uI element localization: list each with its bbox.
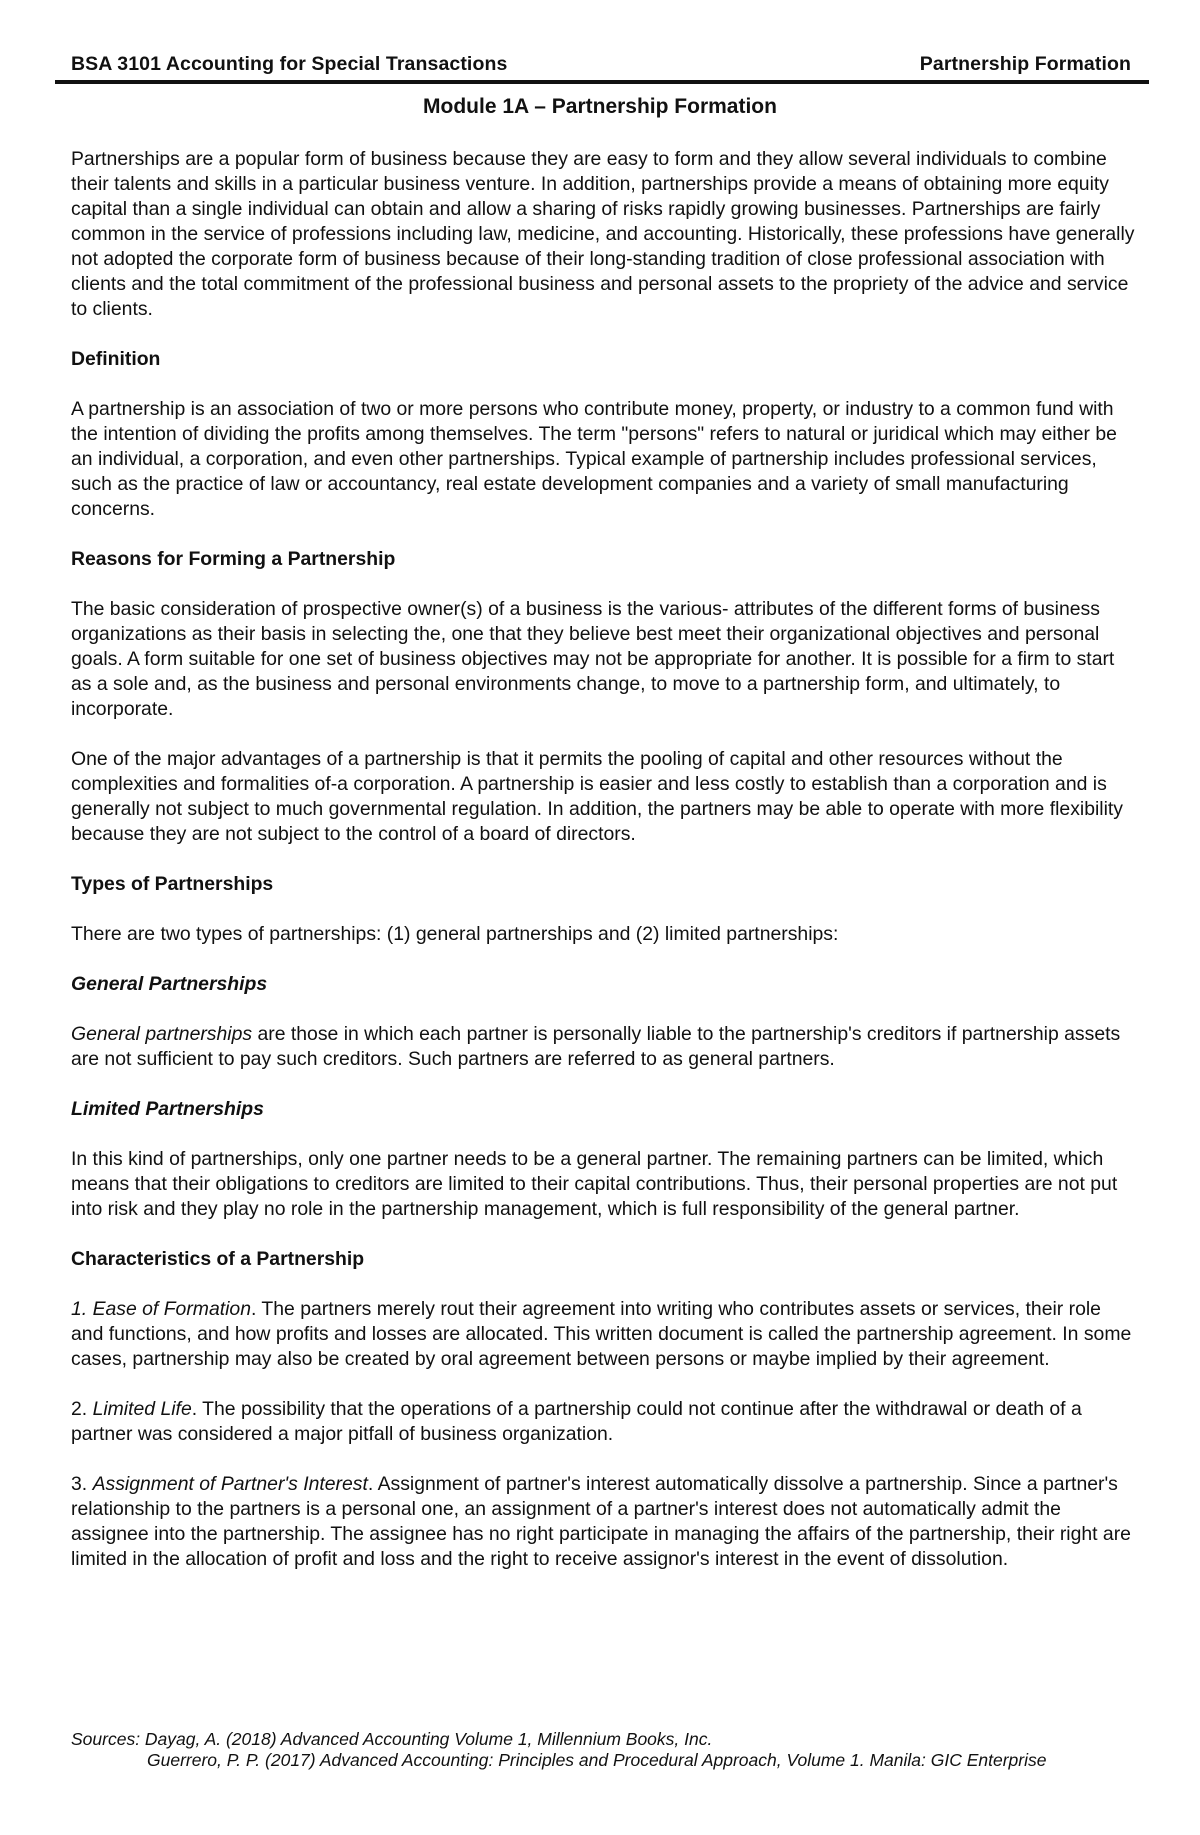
reasons-paragraph-2: One of the major advantages of a partnership is that it permits the pooling of capital and other resources without the complexities and formalities of-a corporation. A partnership is easier and less costly to establish than a corporation and is generally not subject to much governmental regulation. In addition, the partners may be able to operate with more flexibility because they are not subject to the control of a board of directors.	[71, 748, 1123, 845]
header-divider	[55, 80, 1149, 84]
characteristic-term: Assignment of Partner's Interest	[92, 1473, 368, 1495]
page-header	[71, 52, 1131, 78]
characteristic-number: 2.	[71, 1398, 93, 1420]
intro-paragraph: Partnerships are a popular form of business because they are easy to form and they allow several individuals to combine their talents and skills in a particular business venture. In addition, partnerships provide a means of obtaining more equity capital than a single individual can obtain and allow a sharing of risks rapidly growing businesses. Partnerships are fairly common in the service of professions including law, medicine, and accounting. Historically, these professions have generally not adopted the corporate form of business because of their long-standing tradition of close professional association with clients and the total commitment of the professional business and personal assets to the propriety of the advice and service to clients.	[71, 148, 1135, 320]
characteristic-number: 1.	[71, 1298, 93, 1320]
reasons-paragraph-1: The basic consideration of prospective owner(s) of a business is the various- attributes of the different forms of business organizations as their basis in selecting the, one that they believe best meet their organizational objectives and personal goals. A form suitable for one set of business objectives may not be appropriate for another. It is possible for a firm to start as a sole and, as the business and personal environments change, to move to a partnership form, and ultimately, to incorporate.	[71, 598, 1115, 720]
characteristic-text: . The partners merely rout their agreement into writing who contributes assets or services, their role and functions, and how profits and losses are allocated. This written document is called the partnership agreement. In some cases, partnership may also be created by oral agreement between persons or maybe implied by their agreement.	[71, 1298, 1132, 1370]
header-topic: Partnership Formation	[919, 53, 1131, 75]
general-partnerships-heading: General Partnerships	[71, 973, 268, 995]
characteristic-text: . Assignment of partner's interest automatically dissolve a partnership. Since a partner's relationship to the partners is a personal one, an assignment of a partner's interest does not automatically admit the assignee into the partnership. The assignee has no right participate in managing the affairs of the partnership, their right are limited in the allocation of profit and loss and the right to receive assignor's interest in the event of dissolution.	[71, 1473, 1131, 1570]
characteristics-heading: Characteristics of a Partnership	[71, 1248, 365, 1270]
characteristic-term	[71, 1298, 251, 1320]
general-partnerships-term: General partnerships	[71, 1023, 253, 1045]
reasons-heading: Reasons for Forming a Partnership	[71, 548, 396, 570]
types-intro-paragraph: There are two types of partnerships: (1) general partnerships and (2) limited partnerships:	[71, 923, 839, 945]
header-course-title: BSA 3101 Accounting for Special Transactions	[71, 53, 508, 75]
document-body	[71, 147, 1137, 1597]
characteristic-item	[71, 1297, 1137, 1372]
general-partnerships-text: are those in which each partner is personally liable to the partnership's creditors if partnership assets are not sufficient to pay such creditors. Such partners are referred to as general partners.	[71, 1023, 1121, 1070]
characteristic-text: . The possibility that the operations of a partnership could not continue after the withdrawal or death of a partner was considered a major pitfall of business organization.	[71, 1398, 1082, 1445]
characteristic-term-text: Ease of Formation	[92, 1298, 251, 1320]
limited-partnerships-paragraph: In this kind of partnerships, only one partner needs to be a general partner. The remaining partners can be limited, which means that their obligations to creditors are limited to their capital contributions. Thus, their personal properties are not put into risk and they play no role in the partnership management, which is full responsibility of the general partner.	[71, 1148, 1118, 1220]
source-line-1: Sources: Dayag, A. (2018) Advanced Accounting Volume 1, Millennium Books, Inc.	[71, 1729, 713, 1749]
limited-partnerships-heading: Limited Partnerships	[71, 1098, 264, 1120]
characteristic-term: Limited Life	[92, 1398, 192, 1420]
page-title: Module 1A – Partnership Formation	[423, 95, 777, 118]
characteristic-number: 3.	[71, 1473, 93, 1495]
source-line-2: Guerrero, P. P. (2017) Advanced Accounting: Principles and Procedural Approach, Volume 1. Manila: GIC Enterprise	[147, 1750, 1047, 1770]
definition-heading: Definition	[71, 348, 161, 370]
characteristic-item	[71, 1472, 1137, 1572]
sources-footer	[71, 1729, 1151, 1771]
general-partnerships-paragraph	[71, 1022, 1137, 1072]
characteristic-item	[71, 1397, 1137, 1447]
types-heading: Types of Partnerships	[71, 873, 274, 895]
definition-paragraph: A partnership is an association of two or more persons who contribute money, property, or industry to a common fund with the intention of dividing the profits among themselves. The term "persons" refers to natural or juridical which may either be an individual, a corporation, and even other partnerships. Typical example of partnership includes professional services, such as the practice of law or accountancy, real estate development companies and a variety of small manufacturing concerns.	[71, 398, 1117, 520]
